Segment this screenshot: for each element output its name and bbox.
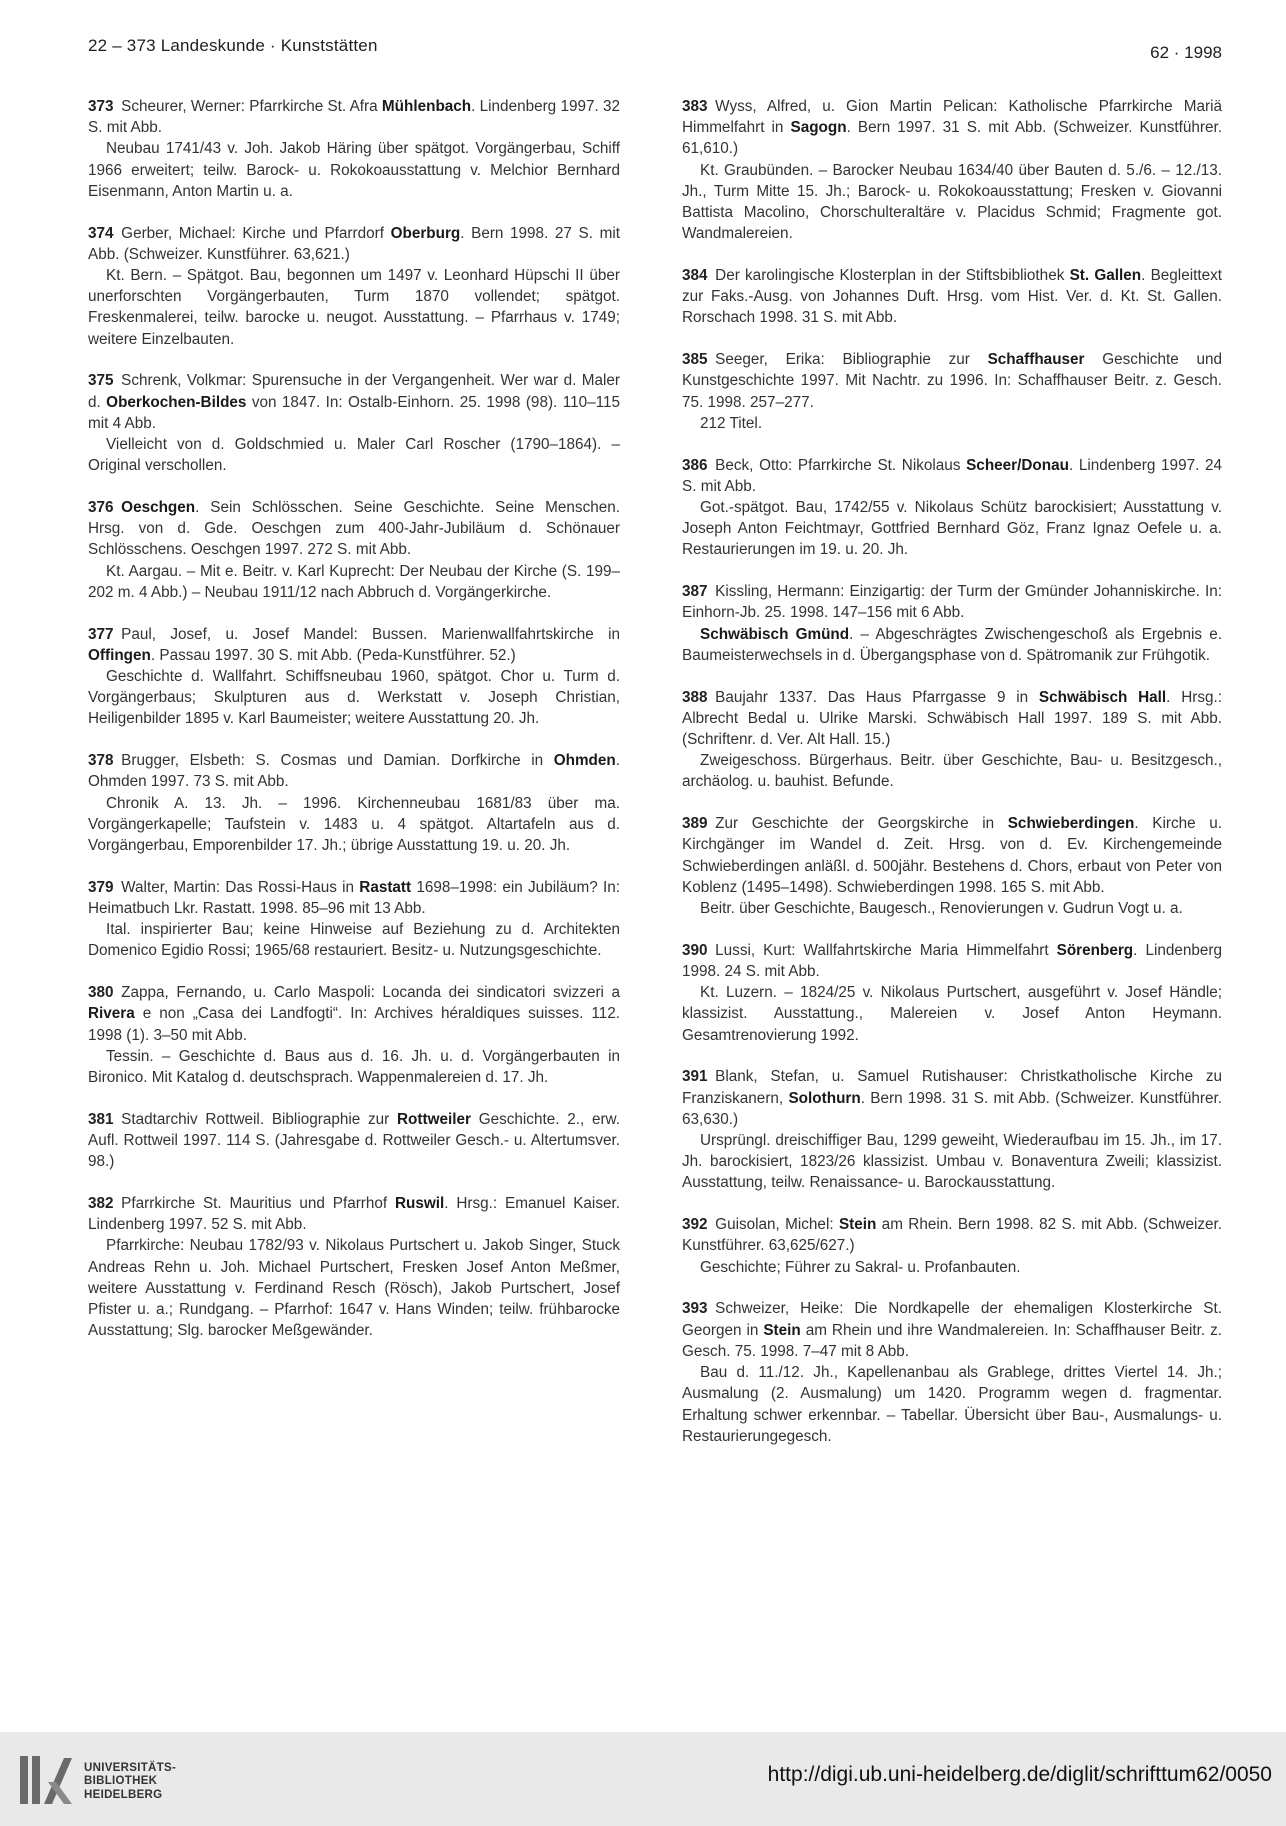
citation-text: Kissling, Hermann: Einzigartig: der Turm der Gmünder Johanniskirche. In: Einhorn-Jb. 25. 1998. 147–156 mit 6 Abb.	[682, 583, 1222, 622]
running-header-left: 22 – 373 Landeskunde · Kunststätten	[88, 36, 378, 55]
citation-text: von 1847. In: Ostalb-Einhorn. 25. 1998 (98). 110–115 mit 4 Abb.	[88, 393, 620, 432]
right-column	[682, 96, 1222, 1468]
citation-text: Scheurer, Werner: Pfarrkirche St. Afra	[121, 98, 382, 115]
citation-text: . Lindenberg 1997. 32 S. mit Abb.	[88, 98, 620, 137]
entry-citation	[682, 96, 1222, 160]
entry-number: 386	[682, 456, 708, 474]
entry-number: 382	[88, 1195, 114, 1213]
bibliography-entry	[88, 497, 620, 603]
entry-citation	[682, 349, 1222, 413]
bibliography-entry	[88, 223, 620, 350]
left-column	[88, 96, 620, 1362]
citation-text: am Rhein und ihre Wandmalereien. In: Schaffhauser Beitr. z. Gesch. 75. 1998. 7–47 mit 8 Abb.	[682, 1321, 1223, 1360]
entry-citation	[88, 750, 620, 792]
bibliography-entry	[88, 877, 620, 962]
entry-citation	[682, 687, 1222, 751]
entry-annotation	[682, 1362, 1222, 1447]
annotation-text: Kt. Graubünden. – Barocker Neubau 1634/40 über Bauten d. 5./6. – 12./13. Jh., Turm Mitte 15. Jh.; Barock- u. Rokokoausstattung; Fresken v. Giovanni Battista Macolino, Chorschulteraltäre v. Placidus Schmid; Fragmente got. Wandmalereien.	[682, 161, 1222, 243]
entry-number: 384	[682, 267, 708, 285]
place-name: Schaffhauser	[987, 351, 1085, 369]
citation-text: Seeger, Erika: Bibliographie zur	[715, 351, 988, 369]
place-name: Oeschgen	[121, 499, 196, 517]
place-name: St. Gallen	[1069, 267, 1142, 285]
citation-text: . Lindenberg 1998. 24 S. mit Abb.	[682, 941, 1222, 981]
citation-text: Geschichte. 2., erw. Aufl. Rottweil 1997. 114 S. (Jahresgabe d. Rottweiler Gesch.- u. Altertumsver. 98.)	[88, 1110, 620, 1171]
annotation-text: Got.-spätgot. Bau, 1742/55 v. Nikolaus Schütz barockisiert; Ausstattung v. Joseph Anton Feichtmayr, Gottfried Bernhard Göz, Franz Ignaz Oefele u. a. Restaurierungen im 19. u. 20. Jh.	[682, 499, 1222, 559]
citation-text: . Ohmden 1997. 73 S. mit Abb.	[88, 752, 620, 791]
bibliography-entry	[682, 1214, 1222, 1278]
citation-text: Stadtarchiv Rottweil. Bibliographie zur	[121, 1110, 397, 1128]
entry-citation	[682, 1214, 1222, 1256]
annotation-text: Vielleicht von d. Goldschmied u. Maler Carl Roscher (1790–1864). – Original verschollen.	[88, 436, 620, 475]
citation-text: Schrenk, Volkmar: Spurensuche in der Vergangenheit. Wer war d. Maler d.	[88, 372, 620, 411]
annotation-text: Kt. Aargau. – Mit e. Beitr. v. Karl Kuprecht: Der Neubau der Kirche (S. 199–202 m. 4 Abb.) – Neubau 1911/12 nach Abbruch d. Vorgängerkirche.	[88, 562, 620, 601]
annotation-text: Kt. Luzern. – 1824/25 v. Nikolaus Purtschert, ausgeführt v. Josef Händle; klassizist. Ausstattung., Malereien v. Josef Anton Heymann. Gesamtrenovierung 1992.	[682, 984, 1222, 1044]
citation-text: Guisolan, Michel:	[715, 1216, 839, 1234]
place-name: Rottweiler	[397, 1110, 471, 1128]
annotation-text: Beitr. über Geschichte, Baugesch., Renovierungen v. Gudrun Vogt u. a.	[700, 900, 1183, 918]
entry-annotation	[682, 624, 1222, 666]
bibliography-entry	[682, 455, 1222, 561]
annotation-text: 212 Titel.	[700, 414, 763, 432]
place-name: Mühlenbach	[381, 98, 472, 115]
entry-citation	[682, 265, 1222, 329]
entry-annotation	[88, 919, 620, 961]
library-name	[84, 1762, 176, 1802]
citation-text: Der karolingische Klosterplan in der Stiftsbibliothek	[715, 267, 1070, 285]
bibliography-entry	[88, 370, 620, 476]
entry-number: 379	[88, 878, 114, 896]
entry-citation	[88, 624, 620, 666]
entry-number: 374	[88, 224, 114, 242]
citation-text: . Sein Schlösschen. Seine Geschichte. Seine Menschen. Hrsg. von d. Gde. Oeschgen zum 400-Jahr-Jubiläum d. Schönauer Schlösschens. Oeschgen 1997. 272 S. mit Abb.	[88, 499, 620, 559]
bibliography-entry	[88, 750, 620, 856]
entry-number: 376	[88, 499, 114, 517]
place-name: Oberkochen-Bildes	[106, 393, 247, 411]
annotation-text: Zweigeschoss. Bürgerhaus. Beitr. über Geschichte, Bau- u. Besitzgesch., archäolog. u. bauhist. Befunde.	[682, 752, 1222, 791]
entry-number: 383	[682, 98, 708, 115]
entry-number: 377	[88, 625, 114, 643]
citation-text: Paul, Josef, u. Josef Mandel: Bussen. Marienwallfahrtskirche in	[121, 625, 620, 643]
entry-annotation	[682, 982, 1222, 1046]
citation-text: . Lindenberg 1997. 24 S. mit Abb.	[682, 456, 1222, 495]
entry-citation	[88, 497, 620, 561]
citation-text: . Kirche u. Kirchgänger im Wandel d. Zeit. Hrsg. von d. Ev. Kirchengemeinde Schwieberdingen anläßl. d. 500jähr. Bestehens d. Chors, erbaut von Peter von Koblenz (1495–1498). Schwieberdingen 1998. 165 S. mit Abb.	[682, 815, 1222, 896]
entry-number: 390	[682, 941, 708, 959]
bibliography-entry	[682, 687, 1222, 793]
place-name: Solothurn	[788, 1089, 861, 1107]
entry-citation	[88, 1109, 620, 1173]
annotation-text: Tessin. – Geschichte d. Baus aus d. 16. Jh. u. d. Vorgängerbauten in Bironico. Mit Katalog d. deutschsprach. Wappenmalereien d. 17. Jh.	[88, 1047, 620, 1087]
citation-text: e non „Casa dei Landfogti“. In: Archives héraldiques suisses. 112. 1998 (1). 3–50 mit Abb.	[88, 1005, 620, 1044]
entry-number: 385	[682, 351, 708, 369]
citation-text: Wyss, Alfred, u. Gion Martin Pelican: Katholische Pfarrkirche Mariä Himmelfahrt in	[682, 98, 1222, 137]
entry-annotation	[682, 1130, 1222, 1194]
annotation-text: Ital. inspirierter Bau; keine Hinweise auf Beziehung zu d. Architekten Domenico Egidio Rossi; 1965/68 restauriert. Besitz- u. Nutzungsgeschichte.	[88, 921, 620, 960]
citation-text: Geschichte und Kunstgeschichte 1997. Mit Nachtr. zu 1996. In: Schaffhauser Beitr. z. Gesch. 75. 1998. 257–277.	[682, 351, 1223, 411]
citation-text: . Passau 1997. 30 S. mit Abb. (Peda-Kunstführer. 52.)	[150, 646, 516, 664]
citation-text: Schweizer, Heike: Die Nordkapelle der ehemaligen Klosterkirche St. Georgen in	[682, 1300, 1222, 1339]
bibliography-entry	[682, 349, 1222, 434]
place-name: Schwieberdingen	[1007, 815, 1135, 833]
bibliography-entry	[88, 982, 620, 1088]
entry-number: 373	[88, 98, 114, 115]
entry-annotation	[682, 413, 1222, 434]
entry-citation	[682, 1298, 1222, 1362]
place-name: Schwäbisch Hall	[1038, 688, 1167, 706]
library-name-line: BIBLIOTHEK	[84, 1775, 158, 1788]
annotation-text: Geschichte; Führer zu Sakral- u. Profanbauten.	[700, 1258, 1021, 1276]
place-name: Stein	[763, 1321, 801, 1339]
bibliography-entry	[682, 96, 1222, 244]
place-name: Sörenberg	[1056, 941, 1134, 959]
entry-annotation	[682, 497, 1222, 561]
citation-text: Blank, Stefan, u. Samuel Rutishauser: Christkatholische Kirche zu Franziskanern,	[682, 1068, 1222, 1107]
entry-annotation	[88, 1235, 620, 1341]
entry-annotation	[682, 160, 1222, 245]
citation-text: 1698–1998: ein Jubiläum? In: Heimatbuch Lkr. Rastatt. 1998. 85–96 mit 13 Abb.	[88, 878, 620, 918]
entry-number: 375	[88, 372, 114, 390]
entry-citation	[682, 455, 1222, 497]
bibliography-entry	[682, 813, 1222, 919]
citation-text: . Hrsg.: Albrecht Bedal u. Ulrike Marski. Schwäbisch Hall 1997. 189 S. mit Abb. (Schriftenr. d. Ver. Alt Hall. 15.)	[682, 688, 1222, 749]
entry-number: 391	[682, 1068, 708, 1086]
citation-text: Zur Geschichte der Georgskirche in	[715, 815, 1008, 833]
place-name: Rastatt	[359, 878, 412, 896]
citation-text: . Bern 1998. 31 S. mit Abb. (Schweizer. Kunstführer. 63,630.)	[682, 1089, 1223, 1128]
citation-text: . Begleittext zur Faks.-Ausg. von Johannes Duft. Hrsg. vom Hist. Ver. d. Kt. St. Gallen. Rorschach 1998. 31 S. mit Abb.	[682, 267, 1223, 327]
citation-text: Brugger, Elsbeth: S. Cosmas und Damian. Dorfkirche in	[121, 752, 554, 770]
entry-annotation	[88, 561, 620, 603]
entry-number: 393	[682, 1300, 708, 1318]
citation-text: am Rhein. Bern 1998. 82 S. mit Abb. (Schweizer. Kunstführer. 63,625/627.)	[682, 1216, 1223, 1255]
entry-annotation	[88, 1046, 620, 1088]
entry-citation	[682, 581, 1222, 623]
entry-citation	[682, 1066, 1222, 1130]
annotation-text: Geschichte d. Wallfahrt. Schiffsneubau 1960, spätgot. Chor u. Turm d. Vorgängerbaus; Skulpturen aus d. Werkstatt v. Joseph Christian, Heiligenbilder 1895 v. Karl Baumeister; weitere Ausstattung 20. Jh.	[88, 668, 620, 728]
place-name: Offingen	[88, 646, 151, 664]
source-url-link[interactable]: http://digi.ub.uni-heidelberg.de/diglit/schrifttum62/0050	[767, 1763, 1272, 1786]
entry-annotation	[88, 138, 620, 202]
place-name: Ruswil	[395, 1195, 445, 1213]
place-name: Oberburg	[390, 224, 461, 242]
citation-text: . Bern 1997. 31 S. mit Abb. (Schweizer. Kunstführer. 61,610.)	[682, 119, 1222, 158]
entry-annotation	[682, 898, 1222, 919]
annotation-text: Neubau 1741/43 v. Joh. Jakob Häring über spätgot. Vorgängerbau, Schiff 1966 erweitert; teilw. Barock- u. Rokokoausstattung v. Melchior Bernhard Eisenmann, Anton Martin u. a.	[88, 140, 620, 200]
citation-text: Beck, Otto: Pfarrkirche St. Nikolaus	[715, 456, 967, 474]
entry-annotation	[88, 793, 620, 857]
running-header-right: 62 · 1998	[1150, 43, 1222, 62]
annotation-text: . – Abgeschrägtes Zwischengeschoß als Ergebnis e. Baumeisterwechsels in d. Übergangsphase von d. Spätromanik zur Frühgotik.	[682, 625, 1222, 664]
library-name-line: UNIVERSITÄTS-	[84, 1762, 177, 1774]
annotation-text: Pfarrkirche: Neubau 1782/93 v. Nikolaus Purtschert u. Jakob Singer, Stuck Andreas Rehn u. Joh. Michael Purtschert, Fresken Josef Anton Meßmer, weitere Ausstattung v. Ferdinand Resch (Rösch), Jakob Purtschert, Josef Pfister u. a.; Rundgang. – Pfarrhof: 1647 v. Hans Winden; teilw. frühbarocke Ausstattung; Slg. barocker Meßgewänder.	[88, 1237, 620, 1340]
entry-number: 387	[682, 583, 708, 601]
entry-citation	[682, 940, 1222, 982]
citation-text: Zappa, Fernando, u. Carlo Maspoli: Locanda dei sindicatori svizzeri a	[121, 984, 620, 1002]
entry-number: 380	[88, 984, 114, 1002]
entry-number: 392	[682, 1216, 708, 1234]
citation-text: Pfarrkirche St. Mauritius und Pfarrhof	[121, 1195, 395, 1213]
entry-number: 381	[88, 1110, 114, 1128]
place-name: Rivera	[88, 1005, 135, 1023]
annotation-text: Bau d. 11./12. Jh., Kapellenanbau als Grablege, drittes Viertel 14. Jh.; Ausmalung (2. Ausmalung) um 1420. Programm wegen d. fragmentar. Erhaltung schwer erkennbar. – Tabellar. Übersicht über Bau-, Ausmalungs- u. Restaurierungegesch.	[682, 1364, 1222, 1445]
bibliography-entry	[88, 96, 620, 202]
citation-text: . Hrsg.: Emanuel Kaiser. Lindenberg 1997. 52 S. mit Abb.	[88, 1195, 620, 1234]
bibliography-entry	[682, 265, 1222, 329]
annotation-text: Chronik A. 13. Jh. – 1996. Kirchenneubau 1681/83 über ma. Vorgängerkapelle; Taufstein v. 1483 u. 4 spätgot. Altartafeln aus d. Vorgängerbau, Emporenbilder 17. Jh.; übrige Ausstattung 19. u. 20. Jh.	[88, 794, 620, 855]
entry-annotation	[88, 666, 620, 730]
bibliography-entry	[682, 581, 1222, 666]
entry-annotation	[88, 434, 620, 476]
place-name: Sagogn	[790, 119, 847, 137]
entry-citation	[682, 813, 1222, 898]
citation-text: . Bern 1998. 27 S. mit Abb. (Schweizer. Kunstführer. 63,621.)	[88, 224, 620, 263]
bibliography-entry	[88, 1109, 620, 1173]
entry-number: 388	[682, 688, 708, 706]
citation-text: Gerber, Michael: Kirche und Pfarrdorf	[121, 224, 391, 242]
library-logo-icon	[18, 1752, 74, 1808]
bibliography-entry	[88, 624, 620, 730]
bibliography-entry	[682, 1298, 1222, 1446]
entry-citation	[88, 370, 620, 434]
bibliography-entry	[682, 940, 1222, 1046]
citation-text: Walter, Martin: Das Rossi-Haus in	[121, 878, 360, 896]
footer-bar	[0, 1732, 1286, 1826]
entry-annotation	[88, 265, 620, 350]
citation-text: Lussi, Kurt: Wallfahrtskirche Maria Himmelfahrt	[715, 941, 1057, 959]
place-name: Schwäbisch Gmünd	[700, 625, 850, 643]
entry-citation	[88, 223, 620, 265]
entry-citation	[88, 1193, 620, 1235]
citation-text: Baujahr 1337. Das Haus Pfarrgasse 9 in	[715, 688, 1039, 706]
place-name: Ohmden	[553, 752, 616, 770]
place-name: Stein	[838, 1216, 877, 1234]
entry-citation	[88, 877, 620, 919]
bibliography-entry	[682, 1066, 1222, 1193]
entry-citation	[88, 982, 620, 1046]
entry-number: 389	[682, 815, 708, 833]
entry-citation	[88, 96, 620, 138]
entry-annotation	[682, 750, 1222, 792]
entry-number: 378	[88, 752, 114, 770]
annotation-text: Kt. Bern. – Spätgot. Bau, begonnen um 1497 v. Leonhard Hüpschi II über unerforschten Vorgängerbauten, Turm 1870 vollendet; spätgot. Freskenmalerei, teilw. barocke u. neugot. Ausstattung. – Pfarrhaus v. 1749; weitere Einzelbauten.	[88, 267, 620, 348]
place-name: Scheer/Donau	[966, 456, 1069, 474]
library-name-line: HEIDELBERG	[84, 1788, 163, 1801]
annotation-text: Ursprüngl. dreischiffiger Bau, 1299 geweiht, Wiederaufbau im 15. Jh., im 17. Jh. barockisiert, 1823/26 klassizist. Umbau v. Bonaventura Zweili; klassizist. Ausstattung, teilw. Renaissance- u. Barockausstattung.	[682, 1132, 1222, 1192]
bibliography-entry	[88, 1193, 620, 1341]
entry-annotation	[682, 1257, 1222, 1278]
